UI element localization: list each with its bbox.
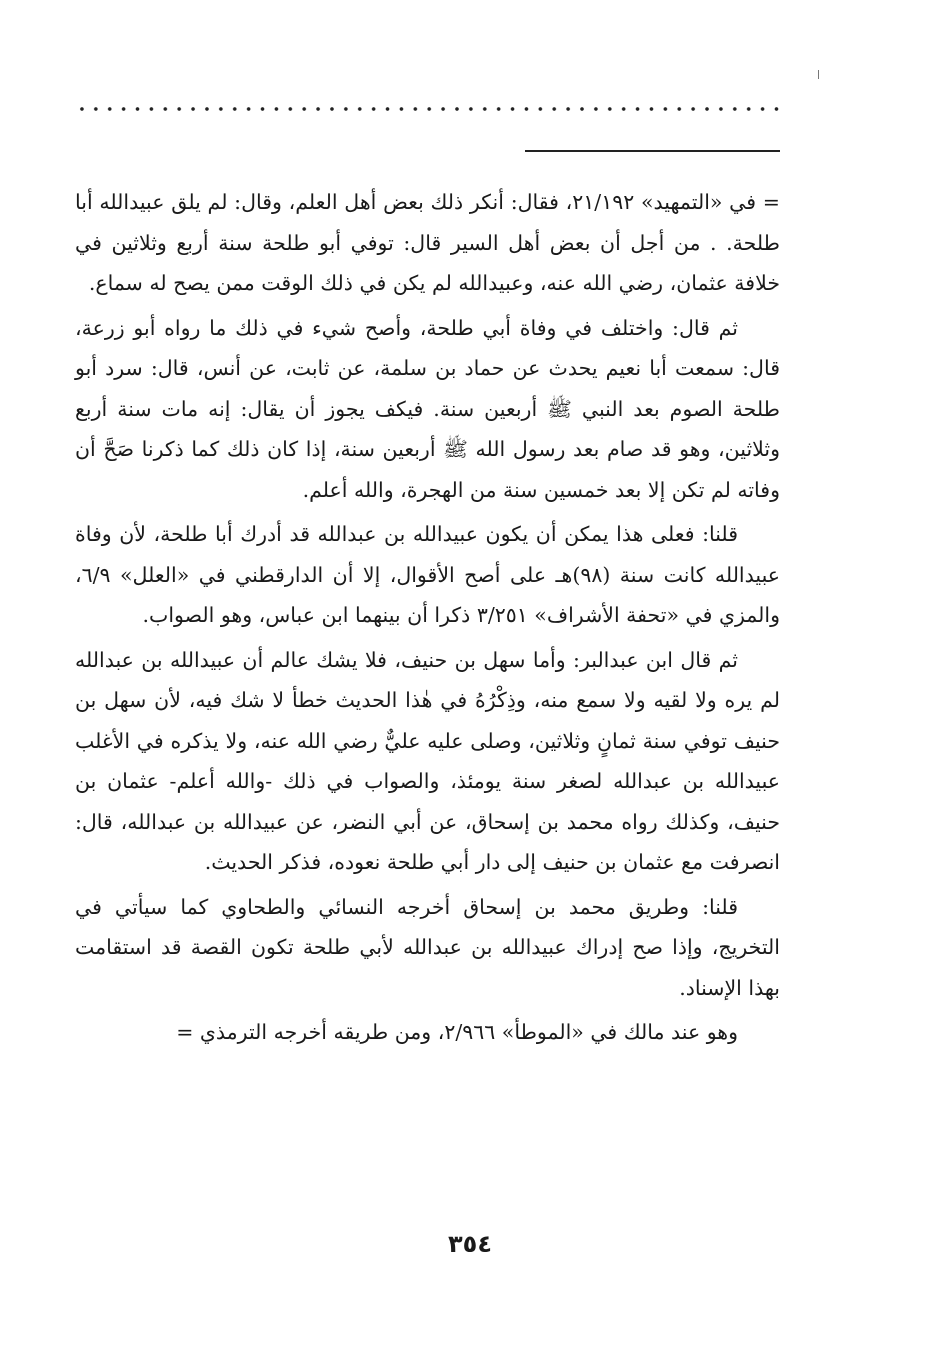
- footnote-paragraph-3: قلنا: فعلى هذا يمكن أن يكون عبيدالله بن عبدالله قد أدرك أبا طلحة، لأن وفاة عبيدالله كانت سنة (٩٨)هـ على أصح الأقوال، إلا أن الدارقطني في «العلل» ٦/٩، والمزي في «تحفة الأشراف» ٣/٢٥١ ذكرا أن بينهما ابن عباس، وهو الصواب.: [75, 522, 780, 627]
- footnote-paragraph-1: = في «التمهيد» ٢١/١٩٢، فقال: أنكر ذلك بعض أهل العلم، وقال: لم يلق عبيدالله أبا طلحة. . من أجل أن بعض أهل السير قال: توفي أبو طلحة سنة أربع وثلاثين في خلافة عثمان، رضي الله عنه، وعبيدالله لم يكن في ذلك الوقت ممن يصح له سماع.: [75, 190, 780, 295]
- footnote-paragraph-2: ثم قال: واختلف في وفاة أبي طلحة، وأصح شيء في ذلك ما رواه أبو زرعة، قال: سمعت أبا نعيم يحدث عن حماد بن سلمة، عن ثابت، عن أنس، قال: سرد أبو طلحة الصوم بعد النبي ﷺ أربعين سنة. فيكف يجوز أن يقال: إنه مات سنة أربع وثلاثين، وهو قد صام بعد رسول الله ﷺ أربعين سنة، إذا كان ذلك كما ذكرنا صَحَّ أن وفاته لم تكن إلا بعد خمسين سنة من الهجرة، والله أعلم.: [75, 315, 780, 502]
- footnote-paragraph-6: وهو عند مالك في «الموطأ» ٢/٩٦٦، ومن طريقه أخرجه الترمذي =: [176, 1020, 738, 1044]
- margin-mark: [818, 70, 819, 79]
- footnote-rule: [525, 150, 780, 152]
- footnote-body: [75, 182, 780, 1053]
- dotted-separator: [75, 104, 780, 114]
- footnote-paragraph-5: قلنا: وطريق محمد بن إسحاق أخرجه النسائي والطحاوي كما سيأتي في التخريج، وإذا صح إدراك عبيدالله بن عبدالله لأبي طلحة تكون القصة قد استقامت بهذا الإسناد.: [75, 894, 780, 1000]
- footnote-paragraph-4: ثم قال ابن عبدالبر: وأما سهل بن حنيف، فلا يشك عالم أن عبيدالله بن عبدالله لم يره ولا لقيه ولا سمع منه، وذِكْرُهُ في هٰذا الحديث خطأ لا شك فيه، لأن سهل بن حنيف توفي سنة ثمانٍ وثلاثين، وصلى عليه عليٌّ رضي الله عنه، ولا يذكره في الأغلب عبيدالله بن عبدالله لصغر سنة يومئذ، والصواب في ذلك -والله أعلم- عثمان بن حنيف، وكذلك رواه محمد بن إسحاق، عن أبي النضر، عن عبيدالله بن عبدالله، قال: انصرفت مع عثمان بن حنيف إلى دار أبي طلحة نعوده، فذكر الحديث.: [75, 647, 780, 874]
- page-number: ٣٥٤: [448, 1230, 492, 1258]
